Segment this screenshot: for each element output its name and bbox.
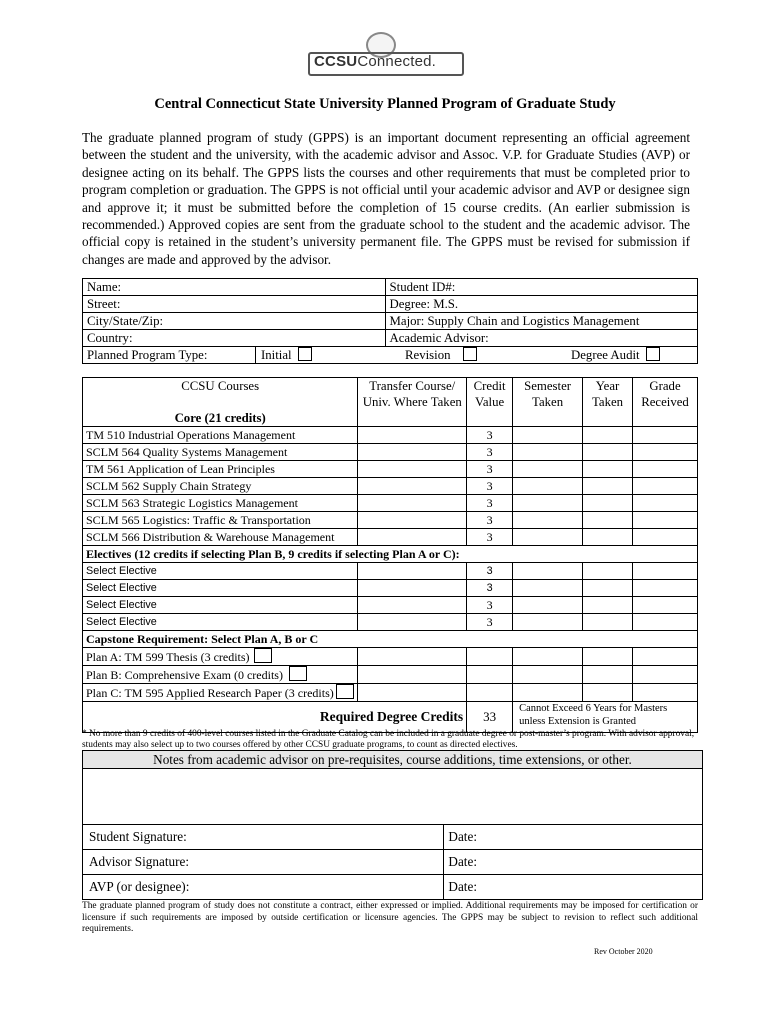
core-credits-heading: Core (21 credits)	[174, 411, 266, 425]
course-name: SCLM 564 Quality Systems Management	[83, 444, 358, 461]
course-name: SCLM 566 Distribution & Warehouse Management	[83, 529, 358, 546]
table-row	[83, 444, 698, 461]
course-name: TM 561 Application of Lean Principles	[83, 461, 358, 478]
year-cell[interactable]	[583, 427, 633, 444]
transfer-cell[interactable]	[358, 597, 467, 614]
table-row	[83, 427, 698, 444]
transfer-cell[interactable]	[358, 614, 467, 631]
grade-cell[interactable]	[633, 648, 698, 666]
plan-label: Plan C: TM 595 Applied Research Paper (3 credits)	[86, 686, 334, 700]
revision-date: Rev October 2020	[594, 947, 653, 956]
initial-option[interactable]: Initial	[261, 347, 312, 363]
transfer-cell[interactable]	[358, 478, 467, 495]
student-info-table	[82, 278, 698, 364]
table-row	[83, 529, 698, 546]
transfer-cell[interactable]	[358, 495, 467, 512]
street-field[interactable]: Street:	[83, 296, 386, 313]
year-cell[interactable]	[583, 495, 633, 512]
semester-cell[interactable]	[513, 597, 583, 614]
semester-cell[interactable]	[513, 614, 583, 631]
capstone-plan	[83, 648, 358, 666]
student-id-field[interactable]: Student ID#:	[385, 279, 697, 296]
year-cell[interactable]	[583, 614, 633, 631]
initial-checkbox[interactable]	[298, 347, 312, 361]
credit-value	[467, 666, 513, 684]
program-type-label: Planned Program Type:	[87, 348, 208, 362]
electives-header: Electives (12 credits if selecting Plan B, 9 credits if selecting Plan A or C):	[83, 546, 698, 563]
transfer-cell[interactable]	[358, 461, 467, 478]
transfer-cell[interactable]	[358, 666, 467, 684]
table-row	[83, 495, 698, 512]
notes-signature-table	[82, 750, 703, 900]
credit-header: Credit Value	[467, 378, 513, 427]
grade-cell[interactable]	[633, 597, 698, 614]
course-name: SCLM 563 Strategic Logistics Management	[83, 495, 358, 512]
avp-date-field[interactable]: Date:	[444, 875, 703, 900]
grade-cell[interactable]	[633, 529, 698, 546]
semester-cell[interactable]	[513, 666, 583, 684]
credit-value: 3	[467, 427, 513, 444]
time-limit-note: Cannot Exceed 6 Years for Masters unless Extension is Granted	[513, 702, 698, 733]
credit-value: 3	[467, 495, 513, 512]
grade-header: Grade Received	[633, 378, 698, 427]
grade-cell[interactable]	[633, 512, 698, 529]
advisor-notes-header: Notes from academic advisor on pre-requisites, course additions, time extensions, or other.	[83, 751, 703, 769]
course-name: TM 510 Industrial Operations Management	[83, 427, 358, 444]
intro-paragraph: The graduate planned program of study (GPPS) is an important document representing an official agreement between the student and the university, with the academic advisor and Assoc. V.P. for Graduate Studies (AVP) or designee acting on its behalf. The GPPS lists the courses and other requirements that must be completed prior to program completion or graduation. The GPPS is not official until your academic advisor and AVP or designee sign and approve it; it must be submitted before the completion of 15 course credits. (An earlier submission is recommended.) Approved copies are sent from the graduate school to the student and the academic advisor. The official copy is retained in the student’s university permanent file. The GPPS must be revised for submission if changes are made and approved by the advisor.	[82, 130, 690, 267]
city-field[interactable]: City/State/Zip:	[83, 313, 386, 330]
semester-header: Semester Taken	[513, 378, 583, 427]
year-cell[interactable]	[583, 512, 633, 529]
table-row	[83, 512, 698, 529]
table-row	[83, 684, 698, 702]
credit-value: 3	[467, 512, 513, 529]
semester-cell[interactable]	[513, 563, 583, 580]
semester-cell[interactable]	[513, 461, 583, 478]
degree-audit-checkbox[interactable]	[646, 347, 660, 361]
required-credits-label: Required Degree Credits	[83, 702, 467, 733]
credit-value: 3	[467, 614, 513, 631]
student-date-field[interactable]: Date:	[444, 825, 703, 850]
advisor-notes-area[interactable]	[83, 769, 703, 825]
elective-select[interactable]: Select Elective	[83, 614, 358, 631]
grade-cell[interactable]	[633, 478, 698, 495]
plan-label: Plan B: Comprehensive Exam (0 credits)	[86, 668, 283, 682]
program-type-row	[83, 347, 698, 364]
plan-checkbox[interactable]	[254, 648, 272, 663]
document-title: Central Connecticut State University Planned Program of Graduate Study	[154, 96, 616, 112]
table-header	[83, 378, 698, 427]
table-row	[83, 614, 698, 631]
grade-cell[interactable]	[633, 427, 698, 444]
footnote: * No more than 9 credits of 400-level courses listed in the Graduate Catalog can be included in a graduate degree or post-master’s program. With advisor approval, students may also select up to two courses offered by other CCSU graduate programs, to count as directed electives.	[82, 729, 695, 750]
plan-label: Plan A: TM 599 Thesis (3 credits)	[86, 650, 250, 664]
advisor-field[interactable]: Academic Advisor:	[385, 330, 697, 347]
grade-cell[interactable]	[633, 580, 698, 597]
credit-value	[467, 648, 513, 666]
plan-checkbox[interactable]	[289, 666, 307, 681]
degree-field: Degree: M.S.	[385, 296, 697, 313]
credit-value: 3	[467, 478, 513, 495]
transfer-cell[interactable]	[358, 444, 467, 461]
semester-cell[interactable]	[513, 684, 583, 702]
semester-cell[interactable]	[513, 512, 583, 529]
table-row	[83, 666, 698, 684]
transfer-cell[interactable]	[358, 427, 467, 444]
table-row	[83, 580, 698, 597]
table-row	[83, 461, 698, 478]
advisor-signature-field[interactable]: Advisor Signature:	[83, 850, 444, 875]
revision-option[interactable]: Revision	[405, 347, 477, 363]
course-name: SCLM 562 Supply Chain Strategy	[83, 478, 358, 495]
semester-cell[interactable]	[513, 427, 583, 444]
plan-checkbox[interactable]	[336, 684, 354, 699]
year-cell[interactable]	[583, 666, 633, 684]
credit-value: 3	[467, 563, 513, 580]
course-name: SCLM 565 Logistics: Traffic & Transportation	[83, 512, 358, 529]
transfer-cell[interactable]	[358, 529, 467, 546]
transfer-cell[interactable]	[358, 580, 467, 597]
degree-audit-option[interactable]: Degree Audit	[571, 347, 660, 363]
grade-cell[interactable]	[633, 614, 698, 631]
year-cell[interactable]	[583, 529, 633, 546]
credit-value: 3	[467, 461, 513, 478]
avp-signature-field[interactable]: AVP (or designee):	[83, 875, 444, 900]
semester-cell[interactable]	[513, 478, 583, 495]
disclaimer: The graduate planned program of study does not constitute a contract, either expressed or implied. Additional requirements may be imposed for certification or licensure if such requirements are imposed by outside certification or licensure agencies. The GPPS may be subject to revision to reflect such additional requirements.	[82, 901, 698, 934]
elective-select[interactable]: Select Elective	[83, 580, 358, 597]
grade-cell[interactable]	[633, 666, 698, 684]
advisor-date-field[interactable]: Date:	[444, 850, 703, 875]
year-cell[interactable]	[583, 597, 633, 614]
capstone-plan	[83, 666, 358, 684]
student-signature-field[interactable]: Student Signature:	[83, 825, 444, 850]
grade-cell[interactable]	[633, 495, 698, 512]
credit-value: 3	[467, 529, 513, 546]
major-field: Major: Supply Chain and Logistics Management	[385, 313, 697, 330]
year-cell[interactable]	[583, 684, 633, 702]
logo-text: CCSUConnected.	[314, 53, 437, 70]
grade-cell[interactable]	[633, 563, 698, 580]
year-cell[interactable]	[583, 478, 633, 495]
year-cell[interactable]	[583, 444, 633, 461]
required-credits-value: 33	[467, 702, 513, 733]
transfer-header: Transfer Course/ Univ. Where Taken	[358, 378, 467, 427]
ccsu-connected-logo	[300, 30, 470, 80]
grade-cell[interactable]	[633, 461, 698, 478]
credit-value: 3	[467, 580, 513, 597]
capstone-header: Capstone Requirement: Select Plan A, B or C	[83, 631, 698, 648]
grade-cell[interactable]	[633, 684, 698, 702]
credit-value	[467, 684, 513, 702]
table-row	[83, 478, 698, 495]
table-row	[83, 563, 698, 580]
transfer-cell[interactable]	[358, 684, 467, 702]
semester-cell[interactable]	[513, 648, 583, 666]
year-cell[interactable]	[583, 648, 633, 666]
year-cell[interactable]	[583, 563, 633, 580]
table-row	[83, 648, 698, 666]
courses-table	[82, 377, 698, 733]
year-cell[interactable]	[583, 461, 633, 478]
capstone-plan	[83, 684, 358, 702]
semester-cell[interactable]	[513, 444, 583, 461]
table-row	[83, 597, 698, 614]
year-cell[interactable]	[583, 580, 633, 597]
transfer-cell[interactable]	[358, 512, 467, 529]
country-field[interactable]: Country:	[83, 330, 386, 347]
semester-cell[interactable]	[513, 580, 583, 597]
elective-select[interactable]: Select Elective	[83, 563, 358, 580]
transfer-cell[interactable]	[358, 563, 467, 580]
semester-cell[interactable]	[513, 495, 583, 512]
semester-cell[interactable]	[513, 529, 583, 546]
revision-checkbox[interactable]	[463, 347, 477, 361]
name-field[interactable]: Name:	[83, 279, 386, 296]
credit-value: 3	[467, 444, 513, 461]
elective-select[interactable]: Select Elective	[83, 597, 358, 614]
ccsu-courses-header: CCSU Courses Core (21 credits)	[83, 378, 358, 427]
year-header: Year Taken	[583, 378, 633, 427]
credit-value: 3	[467, 597, 513, 614]
grade-cell[interactable]	[633, 444, 698, 461]
transfer-cell[interactable]	[358, 648, 467, 666]
